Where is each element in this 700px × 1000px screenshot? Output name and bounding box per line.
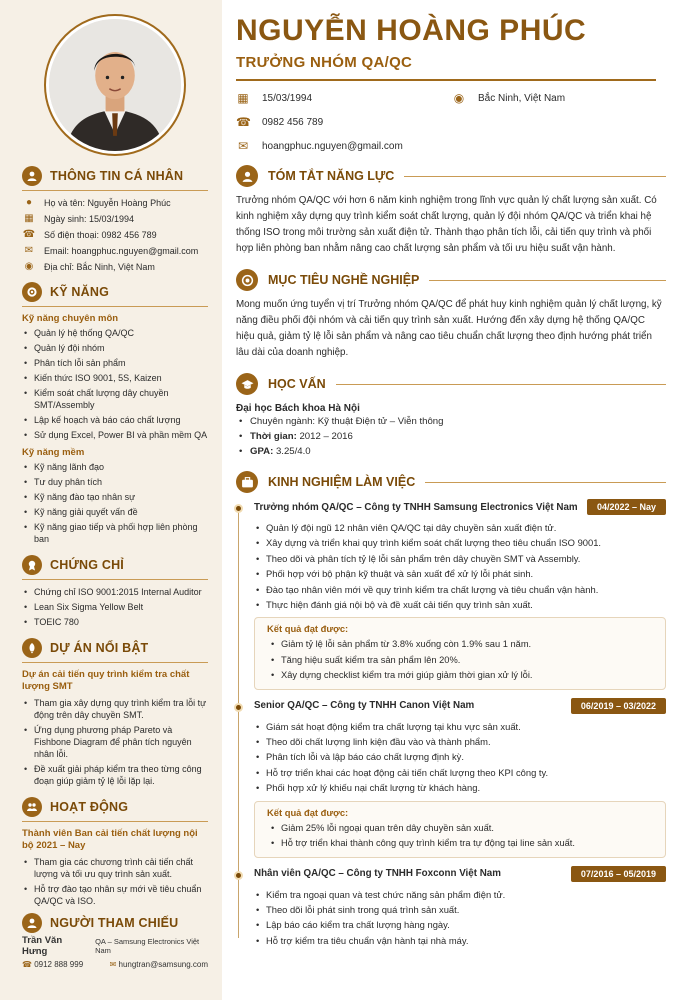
profile-photo-frame xyxy=(44,14,186,156)
objective-header xyxy=(236,269,666,291)
list-item: • Sử dụng Excel, Power BI và phần mềm QA xyxy=(22,429,208,441)
list-item: • Hỗ trợ triển khai thành công quy trình kiểm tra tự động tại line sản xuất. xyxy=(267,836,655,851)
candidate-job-title: TRƯỞNG NHÓM QA/QC xyxy=(236,54,413,71)
job-title: Senior QA/QC – Công ty TNHH Canon Việt Nam xyxy=(254,700,475,712)
list-item: • Lập báo cáo kiểm tra chất lượng hàng ngày. xyxy=(254,917,666,932)
job-header xyxy=(254,866,666,882)
skills-title: KỸ NĂNG xyxy=(50,285,110,299)
education-school: Đại học Bách khoa Hà Nội xyxy=(236,403,360,414)
objective-text: Mong muốn ứng tuyển vị trí Trưởng nhóm QA/QC để phát huy kinh nghiệm quản lý chất lượng, kỹ năng điều phối đội nhóm và cải tiến quy trình sản xuất. Hướng đến xây dựng hệ thống QA/QC hiệu quả, giảm tỷ lệ lỗi sản phẩm và nâng cao tiêu chuẩn chất lượng theo định hướng phát triển lâu dài của doanh nghiệp. xyxy=(236,299,662,358)
location-icon: ◉ xyxy=(24,261,34,272)
list-item: • Kỹ năng giải quyết vấn đề xyxy=(22,506,208,518)
job-title: Trưởng nhóm QA/QC – Công ty TNHH Samsung Electronics Việt Nam xyxy=(254,501,578,513)
list-item: • Đào tạo nhân viên mới về quy trình kiểm tra chất lượng và tiêu chuẩn vận hành. xyxy=(254,582,666,597)
mail-icon: ✉ xyxy=(237,139,249,153)
list-item: • Kiến thức ISO 9001, 5S, Kaizen xyxy=(22,372,208,384)
list-item: • Theo dõi và phân tích tỷ lệ lỗi sản phẩm trên dây chuyền SMT và Assembly. xyxy=(254,551,666,566)
mail-icon: ✉ xyxy=(109,960,117,969)
info-row-name xyxy=(22,197,208,208)
soft-skills-title: Kỹ năng mềm xyxy=(22,447,85,458)
personal-info-title: THÔNG TIN CÁ NHÂN xyxy=(50,169,184,183)
certificates-title: CHỨNG CHỈ xyxy=(50,558,124,572)
portrait-illustration xyxy=(49,19,181,151)
group-icon xyxy=(22,797,42,817)
activity-name: Thành viên Ban cải tiến chất lượng nội bộ 2021 – Nay xyxy=(22,828,198,851)
list-item: • Hỗ trợ triển khai các hoạt động cải tiến chất lượng theo KPI công ty. xyxy=(254,765,666,780)
email-text: hoangphuc.nguyen@gmail.com xyxy=(262,140,403,152)
list-item: • Kỹ năng giao tiếp và phối hợp liên phòng ban xyxy=(22,521,208,545)
results-list xyxy=(267,637,655,683)
mail-icon: ✉ xyxy=(24,245,34,256)
education-title: HỌC VẤN xyxy=(268,377,326,391)
results-title: Kết quả đạt được: xyxy=(267,623,349,635)
education-time xyxy=(236,429,666,444)
user-icon xyxy=(236,165,258,187)
birthdate-text: 15/03/1994 xyxy=(262,92,313,104)
list-item: • Quản lý đội nhóm xyxy=(22,342,208,354)
job-duties xyxy=(254,520,666,612)
contact-phone xyxy=(236,115,452,129)
location-icon: ◉ xyxy=(453,91,465,105)
objective-divider xyxy=(429,280,666,281)
major-label: Chuyên ngành: xyxy=(250,416,316,427)
personal-info-header xyxy=(22,166,208,191)
list-item: • Tham gia xây dựng quy trình kiểm tra lỗi tự động trên dây chuyền SMT. xyxy=(22,697,208,721)
job-entry xyxy=(236,499,666,690)
experience-title: KINH NGHIỆM LÀM VIỆC xyxy=(268,475,416,489)
reference-title: NGƯỜI THAM CHIẾU xyxy=(50,916,179,930)
job-title: Nhân viên QA/QC – Công ty TNHH Foxconn Việt Nam xyxy=(254,868,501,879)
activities-header xyxy=(22,797,208,822)
personal-info-section xyxy=(22,166,208,272)
projects-section xyxy=(22,638,208,787)
timeline-dot xyxy=(234,504,243,513)
summary-header xyxy=(236,165,666,187)
list-item: • Kỹ năng đào tạo nhân sự xyxy=(22,491,208,503)
skills-section xyxy=(22,282,208,545)
project-name: Dự án cải tiến quy trình kiểm tra chất lượng SMT xyxy=(22,669,190,692)
target-icon xyxy=(236,269,258,291)
timeline-dot xyxy=(234,871,243,880)
phone-icon: ☎ xyxy=(22,960,32,969)
list-item: • Tham gia các chương trình cải tiến chất lượng và tối ưu quy trình sản xuất. xyxy=(22,856,208,880)
time-label: Thời gian: xyxy=(250,431,297,442)
experience-section xyxy=(236,471,666,948)
user-icon: ● xyxy=(25,197,33,208)
education-gpa xyxy=(236,444,666,459)
reference-company: QA – Samsung Electronics Việt Nam xyxy=(95,937,200,955)
certificates-header xyxy=(22,555,208,580)
rocket-icon xyxy=(22,638,42,658)
date-badge: 07/2016 – 05/2019 xyxy=(571,866,666,882)
reference-name-row xyxy=(22,935,208,957)
activity-list xyxy=(22,856,208,907)
list-item: • Giảm tỷ lệ lỗi sản phẩm từ 3.8% xuống còn 1.9% sau 1 năm. xyxy=(267,637,655,652)
objective-title: MỤC TIÊU NGHỀ NGHIỆP xyxy=(268,273,420,287)
experience-header xyxy=(236,471,666,493)
soft-skills-list xyxy=(22,461,208,545)
job-duties xyxy=(254,887,666,949)
briefcase-icon xyxy=(236,471,258,493)
results-title: Kết quả đạt được: xyxy=(267,806,349,818)
list-item: • Quản lý đội ngũ 12 nhân viên QA/QC tại dây chuyền sản xuất điện tử. xyxy=(254,520,666,535)
reference-contact-row xyxy=(22,960,208,969)
education-details xyxy=(236,414,666,459)
education-major xyxy=(236,414,666,429)
major-value: Kỹ thuật Điện tử – Viễn thông xyxy=(317,416,444,427)
profile-photo xyxy=(49,19,181,151)
phone-icon: ☎ xyxy=(236,115,251,129)
candidate-name: NGUYỄN HOÀNG PHÚC xyxy=(236,14,587,47)
certificates-section xyxy=(22,555,208,628)
list-item: • Kiểm soát chất lượng dây chuyền SMT/Assembly xyxy=(22,387,208,411)
date-badge: 04/2022 – Nay xyxy=(587,499,666,515)
gear-icon xyxy=(22,282,42,302)
info-address-text: Địa chỉ: Bắc Ninh, Việt Nam xyxy=(44,261,155,272)
location-text: Bắc Ninh, Việt Nam xyxy=(478,92,566,104)
header-divider xyxy=(236,79,656,81)
list-item: • Lean Six Sigma Yellow Belt xyxy=(22,601,208,613)
phone-text: 0982 456 789 xyxy=(262,116,324,128)
experience-divider xyxy=(425,482,666,483)
info-row-address xyxy=(22,261,208,272)
job-entry xyxy=(236,698,666,858)
job-duties xyxy=(254,719,666,796)
list-item: • Hỗ trợ kiểm tra tiêu chuẩn vận hành tại nhà máy. xyxy=(254,933,666,948)
list-item: • Kiểm tra ngoại quan và test chức năng sản phẩm điện tử. xyxy=(254,887,666,902)
reference-email: hungtran@samsung.com xyxy=(118,960,208,969)
award-icon xyxy=(22,555,42,575)
job-header xyxy=(254,698,666,714)
summary-title: TÓM TẮT NĂNG LỰC xyxy=(268,169,395,183)
user-icon xyxy=(22,166,42,186)
list-item: • Giám sát hoạt động kiểm tra chất lượng tại khu vực sản xuất. xyxy=(254,719,666,734)
info-row-email xyxy=(22,245,208,256)
calendar-icon: ▦ xyxy=(24,213,34,224)
contact-email xyxy=(236,139,452,153)
timeline-dot xyxy=(234,703,243,712)
list-item: • Phối hợp với bộ phận kỹ thuật và sản xuất để xử lý lỗi phát sinh. xyxy=(254,566,666,581)
job-entry xyxy=(236,866,666,949)
contact-location xyxy=(452,91,662,105)
reference-name: Trần Văn Hưng xyxy=(22,935,63,957)
sidebar xyxy=(0,0,222,1000)
results-box xyxy=(254,801,666,858)
calendar-icon: ▦ xyxy=(237,91,249,105)
list-item: • Theo dõi lỗi phát sinh trong quá trình sản xuất. xyxy=(254,902,666,917)
info-email-text: Email: hoangphuc.nguyen@gmail.com xyxy=(44,245,199,256)
gpa-label: GPA: xyxy=(250,446,274,457)
skills-header xyxy=(22,282,208,307)
contact-spacer xyxy=(452,115,662,129)
list-item: • Đề xuất giải pháp kiểm tra theo từng công đoạn giúp giảm tỷ lệ lỗi lặp lại. xyxy=(22,763,208,787)
list-item: • Xây dựng và triển khai quy trình kiểm soát chất lượng theo tiêu chuẩn ISO 9001. xyxy=(254,535,666,550)
reference-phone: 0912 888 999 xyxy=(34,960,84,969)
list-item: • Chứng chỉ ISO 9001:2015 Internal Auditor xyxy=(22,586,208,598)
results-box xyxy=(254,617,666,689)
list-item: • Phân tích lỗi sản phẩm xyxy=(22,357,208,369)
info-row-phone xyxy=(22,229,208,240)
contact-grid xyxy=(236,91,666,153)
info-birthdate-text: Ngày sinh: 15/03/1994 xyxy=(44,213,135,224)
projects-header xyxy=(22,638,208,663)
experience-timeline xyxy=(236,499,666,948)
phone-icon: ☎ xyxy=(22,229,36,240)
projects-title: DỰ ÁN NỔI BẬT xyxy=(50,641,149,655)
activities-section xyxy=(22,797,208,907)
list-item: • Lập kế hoạch và báo cáo chất lượng xyxy=(22,414,208,426)
list-item: • Thực hiện đánh giá nội bộ và đề xuất cải tiến quy trình sản xuất. xyxy=(254,597,666,612)
list-item: • Ứng dụng phương pháp Pareto và Fishbone Diagram để phân tích nguyên nhân lỗi. xyxy=(22,724,208,760)
results-list xyxy=(267,821,655,852)
list-item: • Hỗ trợ đào tạo nhân sự mới về tiêu chuẩn QA/QC và ISO. xyxy=(22,883,208,907)
list-item: • Phân tích lỗi và lập báo cáo chất lượng định kỳ. xyxy=(254,749,666,764)
date-badge: 06/2019 – 03/2022 xyxy=(571,698,666,714)
contact-birthdate xyxy=(236,91,452,105)
list-item: • Theo dõi chất lượng linh kiện đầu vào và thành phẩm. xyxy=(254,734,666,749)
hard-skills-title: Kỹ năng chuyên môn xyxy=(22,313,119,324)
info-phone-text: Số điện thoại: 0982 456 789 xyxy=(44,229,157,240)
summary-divider xyxy=(404,176,666,177)
summary-section xyxy=(236,165,666,257)
education-header xyxy=(236,373,666,395)
list-item: • Phối hợp xử lý khiếu nại chất lượng từ khách hàng. xyxy=(254,780,666,795)
list-item: • TOEIC 780 xyxy=(22,616,208,628)
time-value: 2012 – 2016 xyxy=(299,431,353,442)
main-content xyxy=(236,0,666,1000)
activities-title: HOẠT ĐỘNG xyxy=(50,800,129,814)
list-item: • Tư duy phân tích xyxy=(22,476,208,488)
list-item: • Quản lý hệ thống QA/QC xyxy=(22,327,208,339)
summary-text: Trưởng nhóm QA/QC với hơn 6 năm kinh nghiệm trong lĩnh vực quản lý chất lượng sản xuất. Có kinh nghiệm xây dựng quy trình kiểm soát chất lượng, quản lý đội nhóm QA/QC và triển khai hệ thống ISO trong môi trường sản xuất điện tử. Thành thạo phân tích lỗi, cải tiến quy trình và phối hợp liên phòng ban nhằm nâng cao chất lượng sản phẩm và tối ưu hiệu suất vận hành. xyxy=(236,195,657,254)
list-item: • Kỹ năng lãnh đạo xyxy=(22,461,208,473)
gpa-value: 3.25/4.0 xyxy=(275,446,311,457)
reference-section xyxy=(22,913,208,969)
info-row-birthdate xyxy=(22,213,208,224)
education-section xyxy=(236,373,666,459)
certificates-list xyxy=(22,586,208,628)
education-divider xyxy=(336,384,666,385)
objective-section xyxy=(236,269,666,361)
list-item: • Xây dựng checklist kiểm tra mới giúp giảm thời gian xử lý lỗi. xyxy=(267,668,655,683)
graduation-cap-icon xyxy=(236,373,258,395)
user-icon xyxy=(22,913,42,933)
project-list xyxy=(22,697,208,787)
info-name-text: Họ và tên: Nguyễn Hoàng Phúc xyxy=(44,197,171,208)
job-header xyxy=(254,499,666,515)
list-item: • Tăng hiệu suất kiểm tra sản phẩm lên 20%. xyxy=(267,653,655,668)
list-item: • Giảm 25% lỗi ngoại quan trên dây chuyền sản xuất. xyxy=(267,821,655,836)
hard-skills-list xyxy=(22,327,208,441)
reference-header xyxy=(22,913,208,933)
